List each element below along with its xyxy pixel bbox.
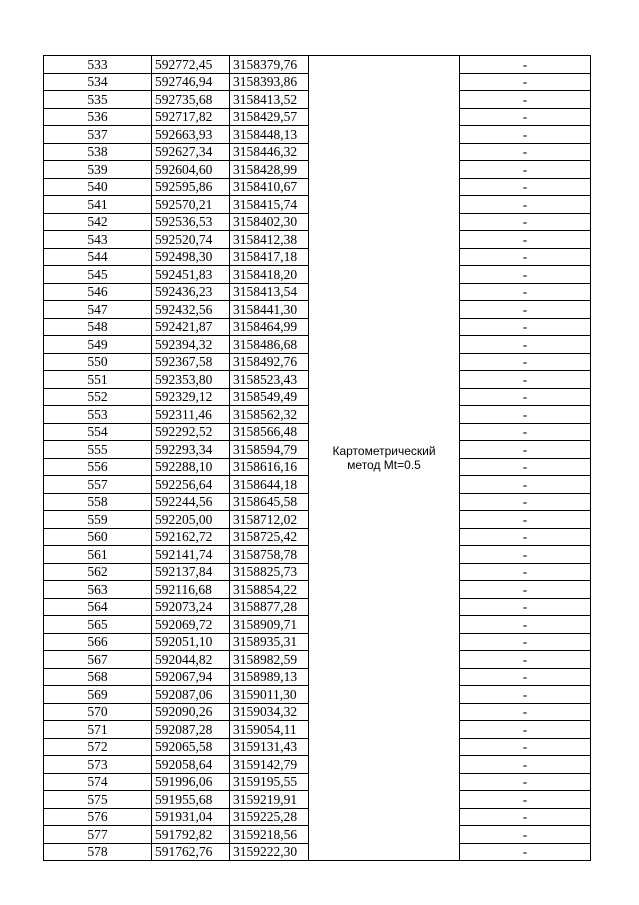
point-number: 555 xyxy=(44,441,152,459)
accuracy-dash: - xyxy=(460,458,591,476)
point-number: 571 xyxy=(44,721,152,739)
point-number: 557 xyxy=(44,476,152,494)
point-number: 574 xyxy=(44,773,152,791)
accuracy-dash: - xyxy=(460,493,591,511)
accuracy-dash: - xyxy=(460,301,591,319)
y-coordinate: 3159054,11 xyxy=(230,721,309,739)
accuracy-dash: - xyxy=(460,388,591,406)
y-coordinate: 3158446,32 xyxy=(230,143,309,161)
x-coordinate: 592746,94 xyxy=(152,73,230,91)
accuracy-dash: - xyxy=(460,231,591,249)
x-coordinate: 592244,56 xyxy=(152,493,230,511)
y-coordinate: 3158982,59 xyxy=(230,651,309,669)
point-number: 576 xyxy=(44,808,152,826)
x-coordinate: 591762,76 xyxy=(152,843,230,861)
y-coordinate: 3159131,43 xyxy=(230,738,309,756)
point-number: 577 xyxy=(44,826,152,844)
point-number: 567 xyxy=(44,651,152,669)
point-number: 550 xyxy=(44,353,152,371)
accuracy-dash: - xyxy=(460,406,591,424)
point-number: 565 xyxy=(44,616,152,634)
accuracy-dash: - xyxy=(460,91,591,109)
accuracy-dash: - xyxy=(460,126,591,144)
x-coordinate: 592604,60 xyxy=(152,161,230,179)
y-coordinate: 3158825,73 xyxy=(230,563,309,581)
y-coordinate: 3159225,28 xyxy=(230,808,309,826)
y-coordinate: 3158562,32 xyxy=(230,406,309,424)
y-coordinate: 3158645,58 xyxy=(230,493,309,511)
x-coordinate: 592353,80 xyxy=(152,371,230,389)
y-coordinate: 3159011,30 xyxy=(230,686,309,704)
point-number: 548 xyxy=(44,318,152,336)
x-coordinate: 592394,32 xyxy=(152,336,230,354)
x-coordinate: 592051,10 xyxy=(152,633,230,651)
y-coordinate: 3158402,30 xyxy=(230,213,309,231)
point-number: 549 xyxy=(44,336,152,354)
x-coordinate: 592367,58 xyxy=(152,353,230,371)
coordinates-table xyxy=(43,55,591,861)
accuracy-dash: - xyxy=(460,318,591,336)
x-coordinate: 592087,28 xyxy=(152,721,230,739)
y-coordinate: 3158566,48 xyxy=(230,423,309,441)
y-coordinate: 3158410,67 xyxy=(230,178,309,196)
point-number: 534 xyxy=(44,73,152,91)
y-coordinate: 3158725,42 xyxy=(230,528,309,546)
accuracy-dash: - xyxy=(460,528,591,546)
accuracy-dash: - xyxy=(460,546,591,564)
y-coordinate: 3158441,30 xyxy=(230,301,309,319)
y-coordinate: 3158464,99 xyxy=(230,318,309,336)
x-coordinate: 592067,94 xyxy=(152,668,230,686)
point-number: 542 xyxy=(44,213,152,231)
x-coordinate: 592451,83 xyxy=(152,266,230,284)
coordinates-table-body xyxy=(44,56,591,861)
y-coordinate: 3158393,86 xyxy=(230,73,309,91)
y-coordinate: 3158644,18 xyxy=(230,476,309,494)
x-coordinate: 592421,87 xyxy=(152,318,230,336)
x-coordinate: 591955,68 xyxy=(152,791,230,809)
accuracy-dash: - xyxy=(460,581,591,599)
accuracy-dash: - xyxy=(460,738,591,756)
x-coordinate: 591996,06 xyxy=(152,773,230,791)
accuracy-dash: - xyxy=(460,598,591,616)
accuracy-dash: - xyxy=(460,266,591,284)
point-number: 558 xyxy=(44,493,152,511)
y-coordinate: 3158486,68 xyxy=(230,336,309,354)
point-number: 543 xyxy=(44,231,152,249)
point-number: 573 xyxy=(44,756,152,774)
point-number: 541 xyxy=(44,196,152,214)
point-number: 560 xyxy=(44,528,152,546)
y-coordinate: 3158418,20 xyxy=(230,266,309,284)
x-coordinate: 592069,72 xyxy=(152,616,230,634)
accuracy-dash: - xyxy=(460,336,591,354)
point-number: 535 xyxy=(44,91,152,109)
y-coordinate: 3158415,74 xyxy=(230,196,309,214)
point-number: 578 xyxy=(44,843,152,861)
x-coordinate: 592329,12 xyxy=(152,388,230,406)
x-coordinate: 591792,82 xyxy=(152,826,230,844)
point-number: 570 xyxy=(44,703,152,721)
y-coordinate: 3159222,30 xyxy=(230,843,309,861)
y-coordinate: 3158909,71 xyxy=(230,616,309,634)
method-line-2: метод Mt=0.5 xyxy=(347,458,421,472)
x-coordinate: 592162,72 xyxy=(152,528,230,546)
y-coordinate: 3158429,57 xyxy=(230,108,309,126)
point-number: 562 xyxy=(44,563,152,581)
accuracy-dash: - xyxy=(460,668,591,686)
accuracy-dash: - xyxy=(460,108,591,126)
point-number: 536 xyxy=(44,108,152,126)
accuracy-dash: - xyxy=(460,651,591,669)
accuracy-dash: - xyxy=(460,791,591,809)
accuracy-dash: - xyxy=(460,248,591,266)
y-coordinate: 3159219,91 xyxy=(230,791,309,809)
point-number: 539 xyxy=(44,161,152,179)
accuracy-dash: - xyxy=(460,423,591,441)
y-coordinate: 3158712,02 xyxy=(230,511,309,529)
x-coordinate: 592663,93 xyxy=(152,126,230,144)
accuracy-dash: - xyxy=(460,56,591,74)
point-number: 559 xyxy=(44,511,152,529)
y-coordinate: 3158935,31 xyxy=(230,633,309,651)
x-coordinate: 592205,00 xyxy=(152,511,230,529)
x-coordinate: 592520,74 xyxy=(152,231,230,249)
accuracy-dash: - xyxy=(460,196,591,214)
point-number: 552 xyxy=(44,388,152,406)
y-coordinate: 3159195,55 xyxy=(230,773,309,791)
accuracy-dash: - xyxy=(460,721,591,739)
x-coordinate: 592498,30 xyxy=(152,248,230,266)
point-number: 564 xyxy=(44,598,152,616)
accuracy-dash: - xyxy=(460,143,591,161)
y-coordinate: 3158616,16 xyxy=(230,458,309,476)
x-coordinate: 592137,84 xyxy=(152,563,230,581)
y-coordinate: 3158428,99 xyxy=(230,161,309,179)
y-coordinate: 3158523,43 xyxy=(230,371,309,389)
x-coordinate: 592090,26 xyxy=(152,703,230,721)
accuracy-dash: - xyxy=(460,756,591,774)
table-row xyxy=(44,56,591,74)
x-coordinate: 592432,56 xyxy=(152,301,230,319)
x-coordinate: 592141,74 xyxy=(152,546,230,564)
x-coordinate: 592311,46 xyxy=(152,406,230,424)
point-number: 556 xyxy=(44,458,152,476)
point-number: 572 xyxy=(44,738,152,756)
point-number: 575 xyxy=(44,791,152,809)
point-number: 553 xyxy=(44,406,152,424)
method-line-1: Картометрический xyxy=(332,444,436,458)
y-coordinate: 3158413,52 xyxy=(230,91,309,109)
point-number: 551 xyxy=(44,371,152,389)
x-coordinate: 592044,82 xyxy=(152,651,230,669)
accuracy-dash: - xyxy=(460,686,591,704)
accuracy-dash: - xyxy=(460,773,591,791)
x-coordinate: 591931,04 xyxy=(152,808,230,826)
x-coordinate: 592436,23 xyxy=(152,283,230,301)
accuracy-dash: - xyxy=(460,161,591,179)
point-number: 544 xyxy=(44,248,152,266)
point-number: 554 xyxy=(44,423,152,441)
x-coordinate: 592627,34 xyxy=(152,143,230,161)
x-coordinate: 592116,68 xyxy=(152,581,230,599)
y-coordinate: 3158877,28 xyxy=(230,598,309,616)
x-coordinate: 592595,86 xyxy=(152,178,230,196)
point-number: 547 xyxy=(44,301,152,319)
accuracy-dash: - xyxy=(460,441,591,459)
accuracy-dash: - xyxy=(460,843,591,861)
point-number: 533 xyxy=(44,56,152,74)
accuracy-dash: - xyxy=(460,826,591,844)
accuracy-dash: - xyxy=(460,511,591,529)
x-coordinate: 592256,64 xyxy=(152,476,230,494)
accuracy-dash: - xyxy=(460,213,591,231)
x-coordinate: 592087,06 xyxy=(152,686,230,704)
point-number: 566 xyxy=(44,633,152,651)
accuracy-dash: - xyxy=(460,563,591,581)
y-coordinate: 3159142,79 xyxy=(230,756,309,774)
accuracy-dash: - xyxy=(460,283,591,301)
point-number: 561 xyxy=(44,546,152,564)
y-coordinate: 3158413,54 xyxy=(230,283,309,301)
y-coordinate: 3158758,78 xyxy=(230,546,309,564)
x-coordinate: 592735,68 xyxy=(152,91,230,109)
point-number: 569 xyxy=(44,686,152,704)
point-number: 540 xyxy=(44,178,152,196)
accuracy-dash: - xyxy=(460,703,591,721)
y-coordinate: 3158448,13 xyxy=(230,126,309,144)
x-coordinate: 592570,21 xyxy=(152,196,230,214)
y-coordinate: 3158854,22 xyxy=(230,581,309,599)
x-coordinate: 592288,10 xyxy=(152,458,230,476)
y-coordinate: 3158379,76 xyxy=(230,56,309,74)
y-coordinate: 3158594,79 xyxy=(230,441,309,459)
y-coordinate: 3158492,76 xyxy=(230,353,309,371)
accuracy-dash: - xyxy=(460,371,591,389)
accuracy-dash: - xyxy=(460,616,591,634)
accuracy-dash: - xyxy=(460,353,591,371)
y-coordinate: 3159034,32 xyxy=(230,703,309,721)
point-number: 545 xyxy=(44,266,152,284)
accuracy-dash: - xyxy=(460,633,591,651)
accuracy-dash: - xyxy=(460,73,591,91)
x-coordinate: 592293,34 xyxy=(152,441,230,459)
point-number: 563 xyxy=(44,581,152,599)
y-coordinate: 3158549,49 xyxy=(230,388,309,406)
point-number: 546 xyxy=(44,283,152,301)
x-coordinate: 592772,45 xyxy=(152,56,230,74)
x-coordinate: 592073,24 xyxy=(152,598,230,616)
accuracy-dash: - xyxy=(460,476,591,494)
point-number: 568 xyxy=(44,668,152,686)
x-coordinate: 592065,58 xyxy=(152,738,230,756)
y-coordinate: 3159218,56 xyxy=(230,826,309,844)
point-number: 537 xyxy=(44,126,152,144)
y-coordinate: 3158989,13 xyxy=(230,668,309,686)
x-coordinate: 592292,52 xyxy=(152,423,230,441)
accuracy-dash: - xyxy=(460,178,591,196)
method-cell xyxy=(309,56,460,861)
y-coordinate: 3158412,38 xyxy=(230,231,309,249)
point-number: 538 xyxy=(44,143,152,161)
x-coordinate: 592717,82 xyxy=(152,108,230,126)
accuracy-dash: - xyxy=(460,808,591,826)
y-coordinate: 3158417,18 xyxy=(230,248,309,266)
x-coordinate: 592536,53 xyxy=(152,213,230,231)
x-coordinate: 592058,64 xyxy=(152,756,230,774)
